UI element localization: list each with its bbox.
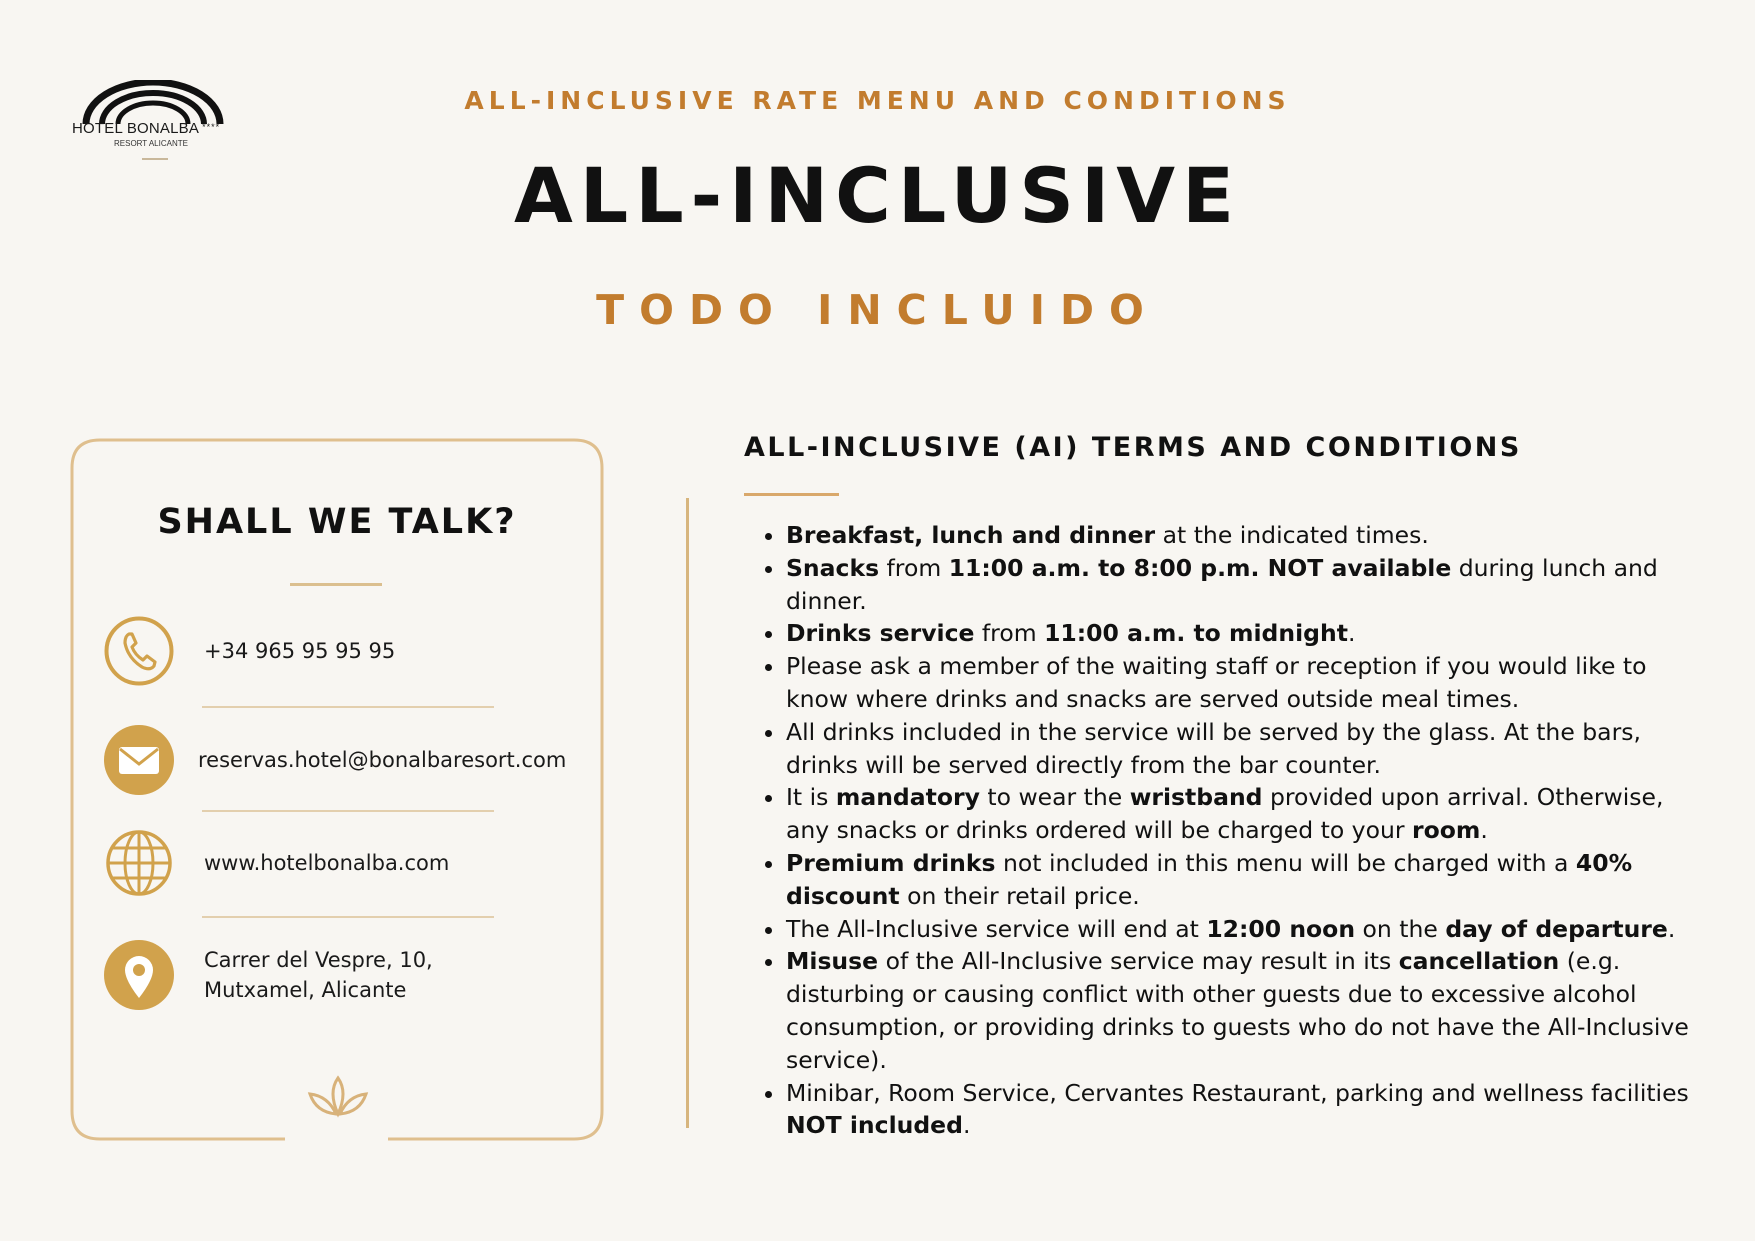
contact-address-row — [104, 939, 433, 1011]
terms-item-text: (e.g. disturbing or causing conflict with other guests due to excessive alcohol consumption, or providing drinks to guests who do not have the All-Inclusive service). — [786, 947, 1689, 1074]
address-line-2: Mutxamel, Alicante — [204, 978, 407, 1002]
terms-item-text: from — [974, 619, 1045, 648]
contact-divider — [202, 706, 494, 708]
terms-item-emphasis: day of departure — [1445, 914, 1668, 943]
contact-email-row[interactable] — [104, 724, 566, 796]
logo-wordmark: HOTEL BONALBA **** — [72, 120, 221, 137]
terms-item-text: from — [879, 553, 949, 582]
address-line-1: Carrer del Vespre, 10, — [204, 948, 433, 972]
terms-item — [786, 519, 1706, 552]
contact-address — [204, 945, 433, 1005]
terms-item — [786, 552, 1706, 618]
terms-item — [786, 716, 1706, 782]
terms-item-text: . — [962, 1111, 971, 1140]
contact-phone-row[interactable] — [104, 615, 395, 687]
terms-list — [758, 519, 1706, 1142]
terms-item-text: Minibar, Room Service, Cervantes Restaurant, parking and wellness facilities — [786, 1078, 1689, 1107]
phone-icon — [104, 616, 174, 686]
terms-item-text: All drinks included in the service will be served by the glass. At the bars, drinks will be served directly from the bar counter. — [786, 717, 1641, 779]
terms-item-emphasis: mandatory — [835, 783, 980, 812]
terms-item-text: during lunch and dinner. — [786, 553, 1658, 615]
terms-item-emphasis: Premium drinks — [786, 848, 996, 877]
terms-item-emphasis: wristband — [1129, 783, 1263, 812]
contact-card-title: SHALL WE TALK? — [157, 502, 517, 542]
terms-item-text: . — [1347, 619, 1356, 648]
terms-item-text: on the — [1355, 914, 1446, 943]
terms-item — [786, 945, 1706, 1076]
terms-item-emphasis: 40% discount — [786, 848, 1633, 910]
terms-item-emphasis: Breakfast, lunch and dinner — [786, 521, 1156, 549]
page-subtitle: TODO INCLUIDO — [596, 286, 1159, 334]
contact-phone[interactable]: +34 965 95 95 95 — [204, 639, 396, 663]
logo-subtitle: RESORT ALICANTE — [114, 139, 188, 148]
terms-item-emphasis: room — [1412, 816, 1481, 845]
terms-item-text: provided upon arrival. Otherwise, any snacks or drinks ordered will be charged to your — [786, 783, 1664, 845]
terms-item-emphasis: 12:00 noon — [1206, 914, 1356, 943]
terms-item-emphasis: NOT included — [786, 1111, 963, 1140]
terms-item — [786, 781, 1706, 847]
terms-item-text: to wear the — [979, 783, 1130, 812]
contact-divider — [202, 810, 494, 812]
terms-item-emphasis: Drinks service — [786, 619, 975, 648]
page-title: ALL-INCLUSIVE — [513, 151, 1242, 240]
terms-item — [786, 913, 1706, 946]
terms-item-text: at the indicated times. — [1155, 521, 1429, 549]
terms-item-text: of the All-Inclusive service may result in its — [878, 947, 1399, 976]
terms-item-emphasis: cancellation — [1398, 947, 1560, 976]
lotus-icon — [306, 1074, 370, 1124]
terms-item-text: The All-Inclusive service will end at — [786, 914, 1207, 943]
terms-item-emphasis: 11:00 a.m. to 8:00 p.m. NOT available — [948, 553, 1452, 582]
contact-email[interactable]: reservas.hotel@bonalbaresort.com — [198, 748, 567, 772]
terms-item-text: It is — [786, 783, 836, 812]
contact-website-row[interactable] — [104, 827, 449, 899]
logo-stars: **** — [202, 122, 221, 132]
terms-item-text: . — [1480, 816, 1488, 845]
terms-item-text: not included in this menu will be charged with a — [995, 848, 1576, 877]
globe-icon — [104, 828, 174, 898]
terms-item — [786, 650, 1706, 716]
column-divider — [686, 498, 689, 1128]
terms-item — [786, 1077, 1706, 1143]
page-kicker: ALL-INCLUSIVE RATE MENU AND CONDITIONS — [464, 86, 1291, 115]
terms-item-emphasis: Snacks — [786, 553, 880, 582]
terms-item-emphasis: 11:00 a.m. to midnight — [1044, 619, 1348, 648]
envelope-icon — [104, 725, 174, 795]
contact-divider — [202, 916, 494, 918]
terms-item-text: on their retail price. — [899, 881, 1140, 910]
terms-item — [786, 847, 1706, 913]
location-pin-icon — [104, 940, 174, 1010]
terms-item-emphasis: Misuse — [786, 947, 879, 976]
contact-website[interactable]: www.hotelbonalba.com — [204, 851, 450, 875]
terms-item — [786, 617, 1706, 650]
terms-item-text: Please ask a member of the waiting staff or reception if you would like to know where drinks and snacks are served outside meal times. — [786, 652, 1647, 713]
terms-item-text: . — [1667, 914, 1676, 943]
contact-title-divider — [290, 583, 382, 586]
terms-heading: ALL-INCLUSIVE (AI) TERMS AND CONDITIONS — [744, 432, 1522, 463]
terms-heading-divider — [744, 493, 839, 496]
